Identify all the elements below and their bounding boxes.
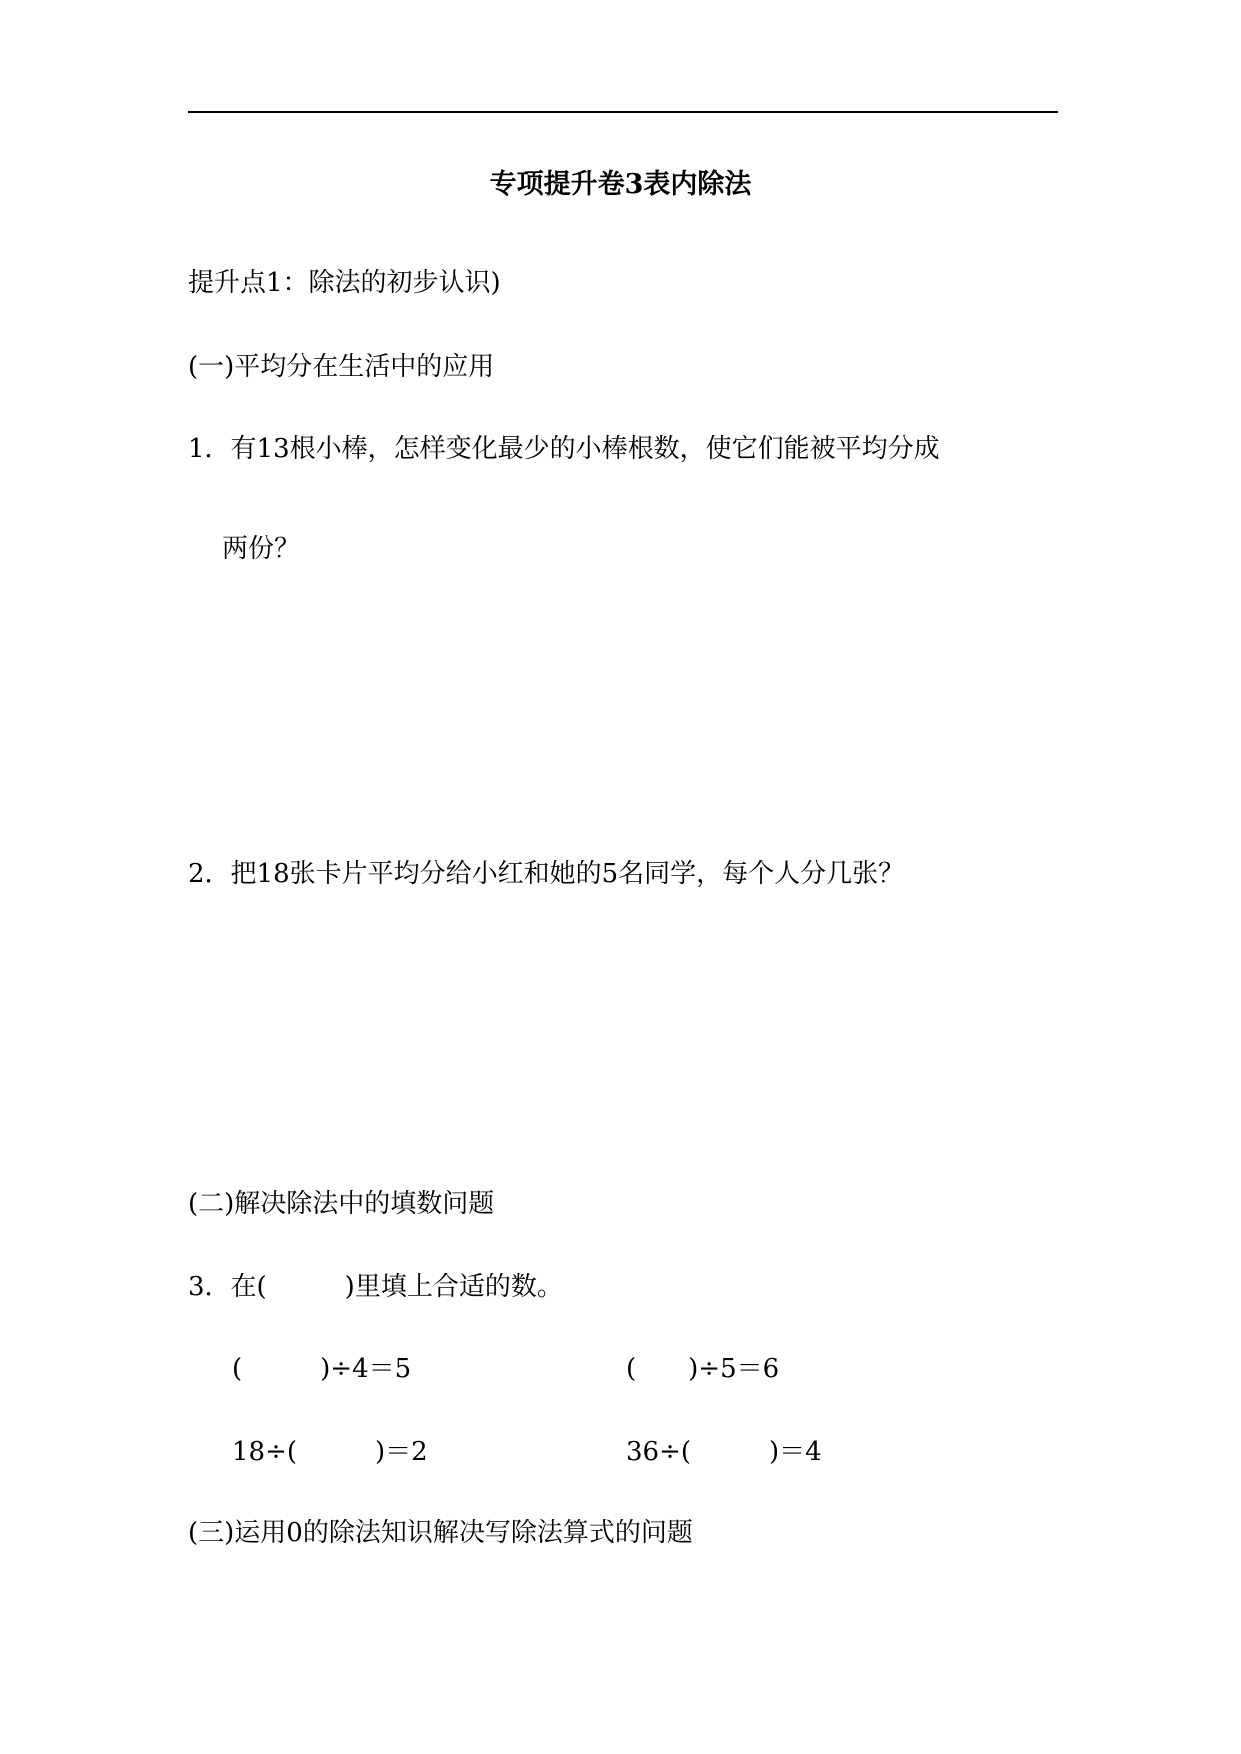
section-heading-point1: 提升点1：除法的初步认识) bbox=[188, 268, 501, 298]
subsection-heading-2: (二)解决除法中的填数问题 bbox=[188, 1189, 495, 1219]
subsection-heading-1: (一)平均分在生活中的应用 bbox=[188, 352, 495, 382]
equation-1: ( )÷4＝5 bbox=[232, 1354, 412, 1384]
equation-2: ( )÷5＝6 bbox=[626, 1354, 780, 1384]
question-1-line-1: 1．有13根小棒，怎样变化最少的小棒根数，使它们能被平均分成 bbox=[188, 434, 940, 464]
question-3: 3．在( )里填上合适的数。 bbox=[188, 1272, 563, 1302]
question-1-line-2: 两份？ bbox=[222, 534, 301, 564]
equation-4: 36÷( )＝4 bbox=[626, 1437, 822, 1467]
header-rule bbox=[188, 111, 1058, 113]
question-2: 2．把18张卡片平均分给小红和她的5名同学，每个人分几张？ bbox=[188, 859, 905, 889]
equation-3: 18÷( )＝2 bbox=[232, 1437, 428, 1467]
page-title: 专项提升卷3表内除法 bbox=[489, 169, 752, 200]
subsection-heading-3: (三)运用0的除法知识解决写除法算式的问题 bbox=[188, 1518, 693, 1548]
